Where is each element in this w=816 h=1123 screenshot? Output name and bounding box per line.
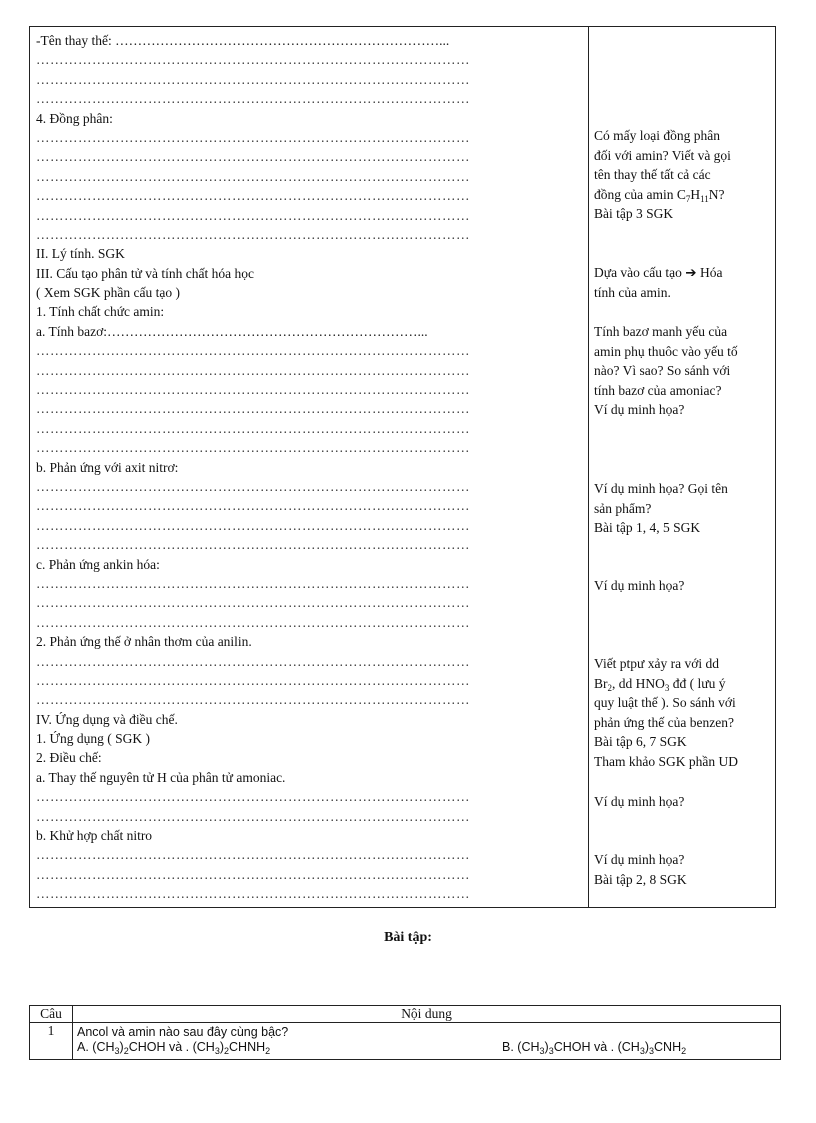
note-line: Ví dụ minh họa?: [594, 578, 685, 593]
formula-part: N?: [708, 186, 725, 202]
dotted-line: …………………………………………………………………………………: [36, 614, 470, 630]
note-line: tính của amin.: [594, 284, 671, 300]
option-b: [502, 1040, 686, 1054]
note-line: tên thay thế tất cả các: [594, 167, 711, 182]
dotted-line: …………………………………………………………………………………: [36, 207, 470, 223]
dotted-line: …………………………………………………………………………………: [36, 478, 470, 494]
note-line: Ví dụ minh họa?: [594, 402, 685, 417]
opt-sub: 2: [681, 1046, 687, 1056]
opt-sub: 3: [114, 1046, 120, 1056]
note-line: Ví dụ minh họa? Gọi tên: [594, 481, 728, 496]
dotted-line: …………………………………………………………………………………: [36, 595, 470, 611]
note-line-formula: [594, 674, 772, 694]
opt-part: ): [119, 1040, 124, 1054]
note-line: Bài tập 3 SGK: [594, 206, 674, 221]
question-table: [29, 1005, 781, 1060]
note-line: Bài tập 1, 4, 5 SGK: [594, 520, 701, 535]
dotted-line: …………………………………………………………………………………: [36, 362, 470, 378]
note-ankin: [594, 576, 772, 596]
xem-sgk: ( Xem SGK phần cấu tạo ): [36, 285, 180, 301]
dotted-line: …………………………………………………………………………………: [36, 537, 470, 553]
dotted-line: …………………………………………………………………………………: [36, 789, 470, 805]
dotted-line: …………………………………………………………………………………: [36, 91, 470, 107]
note-line: Bài tập 6, 7 SGK: [594, 734, 687, 749]
note-the: [594, 654, 772, 771]
note-line: nào? Vì sao? So sánh với: [594, 363, 731, 378]
note-line: phản ứng thế của benzen?: [594, 714, 735, 730]
opt-part: CHOH và . (CH: [553, 1040, 640, 1054]
note-line: Ví dụ minh họa?: [594, 852, 685, 867]
dong-phan-heading: 4. Đồng phân:: [36, 110, 113, 126]
dotted-line: …………………………………………………………………………………: [36, 52, 470, 68]
opt-part: CNH: [654, 1040, 682, 1054]
note-nitro: [594, 850, 772, 889]
note-line: sản phẩm?: [594, 500, 652, 516]
dotted-line: …………………………………………………………………………………: [36, 343, 470, 359]
row-content: [73, 1023, 781, 1060]
note-line: Bài tập 2, 8 SGK: [594, 871, 687, 887]
note-line-formula: [594, 185, 772, 205]
formula-part: H: [690, 186, 701, 202]
opt-part: CHNH: [229, 1040, 266, 1054]
dotted-line: …………………………………………………………………………………: [36, 420, 470, 436]
note-line: tính bazơ của amoniac?: [594, 382, 722, 398]
ung-dung-dieu-che: IV. Ứng dụng và điều chế.: [36, 711, 178, 727]
thay-the-h: a. Thay thế nguyên tử H của phân tử amoniac.: [36, 769, 286, 785]
opt-sub: 3: [639, 1046, 645, 1056]
dotted-line: …………………………………………………………………………………: [36, 188, 470, 204]
dotted-line: …………………………………………………………………………………: [36, 226, 470, 242]
note-line: amin phụ thuôc vào yếu tố: [594, 343, 738, 359]
opt-part: ): [644, 1040, 650, 1054]
dotted-line: …………………………………………………………………………………: [36, 866, 470, 882]
formula-sub: 2: [607, 682, 612, 693]
ankin-hoa: c. Phản ứng ankin hóa:: [36, 556, 160, 572]
dotted-line: …………………………………………………………………………………: [36, 168, 470, 184]
formula-part: đđ ( lưu ý: [669, 675, 726, 691]
opt-sub: 2: [265, 1046, 271, 1056]
note-axit: [594, 479, 772, 538]
note-line: Có mấy loại đồng phân: [594, 128, 720, 143]
opt-sub: 3: [539, 1046, 545, 1056]
bai-tap-title: Bài tập:: [384, 930, 432, 945]
phan-ung-axit: b. Phản ứng với axit nitrơ:: [36, 459, 179, 475]
tinh-bazo: a. Tính bazơ:……………………………………………………………...: [36, 323, 428, 339]
formula-sub: 3: [664, 682, 670, 693]
left-column: [36, 31, 581, 904]
dotted-line: …………………………………………………………………………………: [36, 440, 470, 456]
tinh-chat-chuc: 1. Tính chất chức amin:: [36, 304, 165, 320]
dotted-line: …………………………………………………………………………………: [36, 401, 470, 417]
khu-nitro: b. Khử hợp chất nitro: [36, 828, 153, 844]
options-line: [77, 1039, 776, 1059]
opt-part: ): [219, 1040, 225, 1054]
opt-sub: 3: [548, 1046, 554, 1056]
dotted-line: …………………………………………………………………………………: [36, 517, 470, 533]
option-a: [77, 1040, 270, 1054]
ten-thay-the: -Tên thay thế: ………………………………………………………………...: [36, 33, 450, 48]
note-line: quy luật thế ). So sánh với: [594, 695, 736, 710]
dieu-che: 2. Điều chế:: [36, 750, 102, 766]
column-divider: [588, 27, 589, 907]
dotted-line: …………………………………………………………………………………: [36, 498, 470, 514]
dotted-line: …………………………………………………………………………………: [36, 672, 470, 688]
question-text: Ancol và amin nào sau đây cùng bậc?: [77, 1025, 289, 1039]
formula-sub: 7: [685, 193, 691, 204]
row-number: 1: [30, 1023, 73, 1060]
opt-part: B. (CH: [502, 1040, 540, 1054]
dotted-line: …………………………………………………………………………………: [36, 382, 470, 398]
note-line: Dựa vào cấu tạo ➔ Hóa: [594, 265, 723, 280]
note-vd4: [594, 792, 772, 812]
opt-sub: 2: [123, 1046, 129, 1056]
opt-sub: 3: [214, 1046, 220, 1056]
opt-sub: 3: [649, 1046, 655, 1056]
formula-part: , dd HNO: [612, 675, 665, 691]
phan-ung-the: 2. Phản ứng thế ở nhân thơm của anilin.: [36, 634, 252, 650]
opt-part: A. (CH: [77, 1040, 115, 1054]
col-noi-dung-header: Nội dung: [73, 1006, 781, 1023]
note-line: Ví dụ minh họa?: [594, 794, 685, 809]
formula-part: Br: [594, 675, 608, 691]
opt-part: CHOH và . (CH: [128, 1040, 215, 1054]
ung-dung: 1. Ứng dụng ( SGK ): [36, 731, 150, 747]
ly-tinh-heading: II. Lý tính. SGK: [36, 246, 125, 262]
formula-sub: 11: [700, 193, 709, 204]
dotted-line: …………………………………………………………………………………: [36, 71, 470, 87]
col-cau-header: Câu: [30, 1006, 73, 1023]
dotted-line: …………………………………………………………………………………: [36, 808, 470, 824]
formula-part: đồng của amin C: [594, 186, 686, 202]
dotted-line: …………………………………………………………………………………: [36, 847, 470, 863]
note-line: đối với amin? Viết và gọi: [594, 147, 731, 163]
table-row: [30, 1023, 781, 1060]
note-line: Viết ptpư xảy ra với dd: [594, 656, 719, 671]
opt-part: ): [544, 1040, 549, 1054]
note-dong-phan: [594, 126, 772, 224]
lesson-table: [29, 26, 776, 908]
dotted-line: …………………………………………………………………………………: [36, 575, 470, 591]
cau-tao-heading: III. Cấu tạo phân tử và tính chất hóa học: [36, 265, 254, 281]
dotted-line: …………………………………………………………………………………: [36, 149, 470, 165]
note-line: Tính bazơ manh yếu của: [594, 324, 728, 339]
note-dua-vao: [594, 263, 772, 302]
note-bazo: [594, 322, 772, 420]
table-header-row: [30, 1006, 781, 1023]
opt-sub: 2: [224, 1046, 230, 1056]
dotted-line: …………………………………………………………………………………: [36, 653, 470, 669]
note-line: Tham khảo SGK phần UD: [594, 753, 738, 769]
dotted-line: …………………………………………………………………………………: [36, 886, 470, 902]
dotted-line: …………………………………………………………………………………: [36, 692, 470, 708]
dotted-line: …………………………………………………………………………………: [36, 129, 470, 145]
